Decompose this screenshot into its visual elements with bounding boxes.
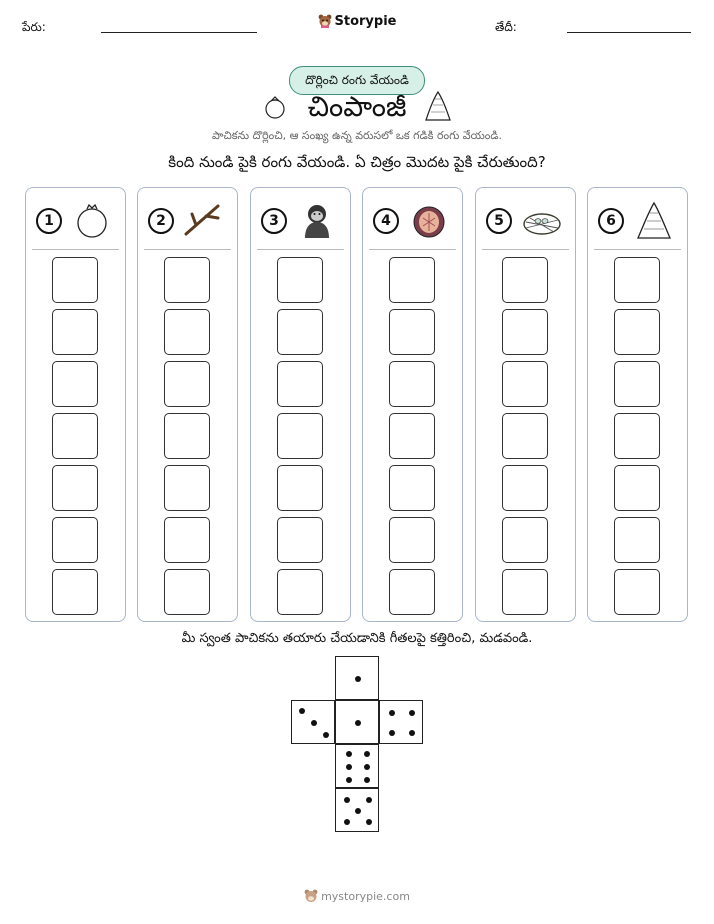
color-box[interactable] [614, 361, 660, 407]
color-box[interactable] [277, 517, 323, 563]
color-box[interactable] [389, 569, 435, 615]
color-box[interactable] [52, 569, 98, 615]
pip [323, 732, 329, 738]
divider [257, 249, 344, 250]
subtitle: పాచికను దొర్లించి, ఆ సంఖ్య ఉన్న వరుసలో ఒక గడికి రంగు వేయండి. [212, 129, 502, 142]
pip [311, 720, 317, 726]
color-box[interactable] [164, 569, 210, 615]
column-4 [362, 187, 463, 622]
pip [364, 764, 370, 770]
name-label: పేరు: [22, 20, 46, 34]
color-box[interactable] [614, 569, 660, 615]
color-box[interactable] [277, 257, 323, 303]
color-box[interactable] [389, 465, 435, 511]
color-box[interactable] [502, 413, 548, 459]
column-number: 3 [261, 208, 287, 234]
dice-face-4 [379, 700, 423, 744]
color-box[interactable] [502, 517, 548, 563]
color-box[interactable] [164, 465, 210, 511]
divider [32, 249, 119, 250]
dice-face-1 [335, 656, 379, 700]
pip [299, 708, 305, 714]
column-5 [475, 187, 576, 622]
pip [389, 730, 395, 736]
pip [389, 710, 395, 716]
name-field[interactable] [101, 32, 257, 33]
color-box[interactable] [614, 309, 660, 355]
termite-mound-icon [424, 90, 452, 126]
color-box[interactable] [502, 569, 548, 615]
color-box[interactable] [277, 413, 323, 459]
termite-mound-icon [632, 200, 676, 240]
pip [366, 819, 372, 825]
pip [346, 764, 352, 770]
bear-logo-icon [304, 889, 318, 906]
pip [364, 777, 370, 783]
color-box[interactable] [277, 309, 323, 355]
color-box[interactable] [164, 309, 210, 355]
color-box[interactable] [277, 361, 323, 407]
divider [594, 249, 681, 250]
pip [355, 676, 361, 682]
pip [366, 797, 372, 803]
color-box[interactable] [52, 257, 98, 303]
column-3 [250, 187, 351, 622]
pip [346, 751, 352, 757]
color-box[interactable] [614, 257, 660, 303]
brand-name: Storypie [334, 14, 397, 29]
column-number: 1 [36, 208, 62, 234]
pip [355, 720, 361, 726]
column-number: 6 [598, 208, 624, 234]
date-label: తేదీ: [495, 20, 517, 34]
column-1 [25, 187, 126, 622]
dice-face-5 [335, 788, 379, 832]
column-number: 2 [148, 208, 174, 234]
color-box[interactable] [502, 257, 548, 303]
pip [346, 777, 352, 783]
color-box[interactable] [52, 361, 98, 407]
color-box[interactable] [52, 465, 98, 511]
divider [482, 249, 569, 250]
twig-icon [182, 200, 226, 240]
color-box[interactable] [164, 257, 210, 303]
color-box[interactable] [389, 257, 435, 303]
footer-url[interactable]: mystorypie.com [321, 890, 410, 903]
color-box[interactable] [502, 465, 548, 511]
pip [344, 797, 350, 803]
color-box[interactable] [389, 517, 435, 563]
divider [144, 249, 231, 250]
fig-icon [407, 200, 451, 240]
footer [0, 889, 714, 906]
column-2 [137, 187, 238, 622]
pip [409, 710, 415, 716]
nest-icon [520, 200, 564, 240]
color-box[interactable] [52, 413, 98, 459]
dice-face-3 [291, 700, 335, 744]
pomegranate-icon [70, 200, 114, 240]
color-box[interactable] [52, 309, 98, 355]
color-box[interactable] [614, 413, 660, 459]
date-field[interactable] [567, 32, 691, 33]
dice-face-6 [335, 744, 379, 788]
color-box[interactable] [164, 361, 210, 407]
color-box[interactable] [164, 413, 210, 459]
color-box[interactable] [389, 413, 435, 459]
pip [364, 751, 370, 757]
color-box[interactable] [52, 517, 98, 563]
column-number: 5 [486, 208, 512, 234]
column-6 [587, 187, 688, 622]
color-box[interactable] [614, 517, 660, 563]
pip [355, 808, 361, 814]
color-box[interactable] [389, 309, 435, 355]
page-title: చింపాంజీ [307, 90, 407, 123]
brand-logo [0, 14, 714, 32]
pip [409, 730, 415, 736]
instruction: కింది నుండి పైకి రంగు వేయండి. ఏ చిత్రం మొదట పైకి చేరుతుంది? [168, 153, 546, 171]
pip [344, 819, 350, 825]
color-box[interactable] [164, 517, 210, 563]
color-box[interactable] [502, 309, 548, 355]
color-box[interactable] [614, 465, 660, 511]
cut-instruction: మీ స్వంత పాచికను తయారు చేయడానికి గీతలపై కత్తిరించి, మడవండి. [181, 631, 533, 646]
activity-badge: దొర్లించి రంగు వేయండి [289, 66, 425, 95]
bear-logo-icon [318, 14, 332, 32]
dice-face-1 [335, 700, 379, 744]
color-box[interactable] [502, 361, 548, 407]
column-number: 4 [373, 208, 399, 234]
divider [369, 249, 456, 250]
chimpanzee-icon [295, 200, 339, 240]
color-box[interactable] [389, 361, 435, 407]
color-box[interactable] [277, 465, 323, 511]
color-box[interactable] [277, 569, 323, 615]
